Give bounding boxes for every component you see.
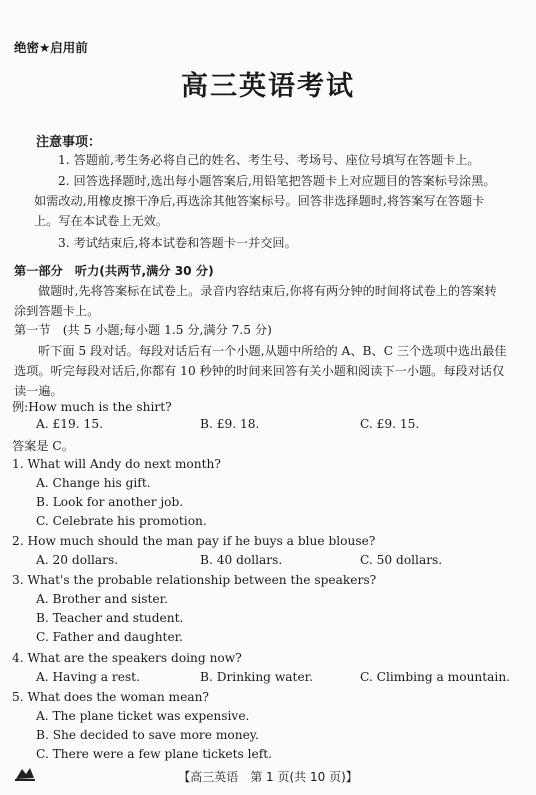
question-5-option-b: B. She decided to save more money. (36, 728, 259, 742)
example-question: 例:How much is the shirt? (12, 400, 172, 414)
question-4-option-c: C. Climbing a mountain. (360, 670, 511, 684)
question-1: 1. What will Andy do next month? (12, 457, 221, 471)
question-1-option-b: B. Look for another job. (36, 495, 184, 509)
question-3-option-a: A. Brother and sister. (36, 592, 168, 606)
question-2-option-a: A. 20 dollars. (36, 553, 119, 567)
question-4: 4. What are the speakers doing now? (12, 651, 242, 665)
question-3-option-c: C. Father and daughter. (36, 630, 184, 644)
question-3-option-b: B. Teacher and student. (36, 611, 184, 625)
example-option-c: C. £9. 15. (360, 417, 420, 431)
question-5-option-c: C. There were a few plane tickets left. (36, 747, 273, 761)
question-5-option-a: A. The plane ticket was expensive. (36, 709, 250, 723)
question-4-option-a: A. Having a rest. (36, 670, 140, 684)
notice-item-3: 3. 考试结束后,将本试卷和答题卡一并交回。 (58, 236, 297, 250)
question-5: 5. What does the woman mean? (12, 690, 209, 704)
question-1-option-c: C. Celebrate his promotion. (36, 514, 207, 528)
question-4-option-b: B. Drinking water. (200, 670, 314, 684)
question-2-option-c: C. 50 dollars. (360, 553, 443, 567)
question-1-option-a: A. Change his gift. (36, 476, 151, 490)
question-3: 3. What's the probable relationship between the speakers? (12, 573, 377, 587)
notice-heading: 注意事项： (36, 135, 102, 150)
notice-item-1: 1. 答题前,考生务必将自己的姓名、考生号、考场号、座位号填写在答题卡上。 (58, 153, 480, 167)
page-title: 高三英语考试 (181, 71, 355, 102)
confidential-label: 绝密★启用前 (14, 40, 88, 55)
example-answer: 答案是 C。 (12, 439, 74, 453)
question-2-option-b: B. 40 dollars. (200, 553, 283, 567)
notice-item-2: 2. 回答选择题时,选出每小题答案后,用铅笔把答题卡上对应题目的答案标号涂黑。如需改动,用橡皮擦干净后,再选涂其他答案标号。回答非选择题时,将答案写在答题卡上。写在本试卷上无效。 (34, 174, 496, 228)
part-instructions: 做题时,先将答案标在试卷上。录音内容结束后,你将有两分钟的时间将试卷上的答案转涂到答题卡上。 (14, 284, 497, 318)
page-footer: 【高三英语 第 1 页(共 10 页)】 (178, 770, 358, 784)
section-heading: 第一节 (共 5 小题;每小题 1.5 分,满分 7.5 分) (14, 323, 272, 337)
part-heading: 第一部分 听力(共两节,满分 30 分) (14, 264, 214, 278)
example-option-a: A. £19. 15. (36, 417, 103, 431)
example-option-b: B. £9. 18. (200, 417, 260, 431)
question-2: 2. How much should the man pay if he buys a blue blouse? (12, 534, 376, 548)
section-instructions: 听下面 5 段对话。每段对话后有一个小题,从题中所给的 A、B、C 三个选项中选出最佳选项。听完每段对话后,你都有 10 秒钟的时间来回答有关小题和阅读下一小题。每段对话仅读一遍。 (14, 344, 507, 398)
